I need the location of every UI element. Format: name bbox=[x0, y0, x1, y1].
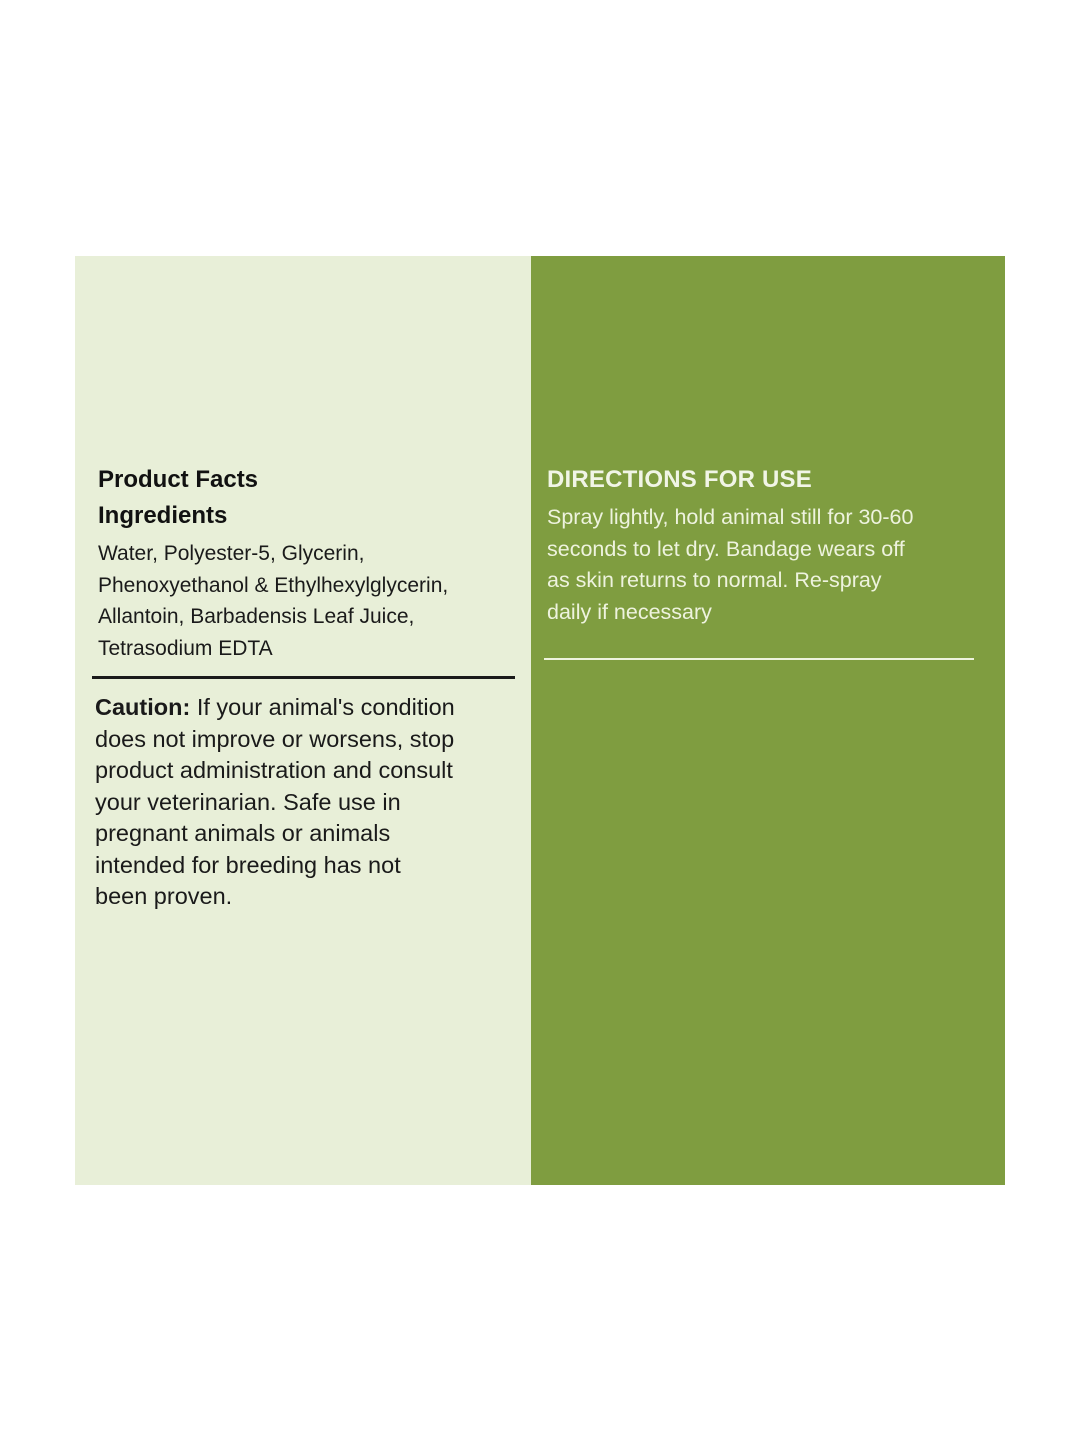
ingredients-line: Tetrasodium EDTA bbox=[98, 636, 273, 660]
directions-line: daily if necessary bbox=[547, 599, 712, 624]
product-facts-panel bbox=[75, 256, 531, 1185]
directions-line: seconds to let dry. Bandage wears off bbox=[547, 536, 905, 561]
ingredients-line: Water, Polyester-5, Glycerin, bbox=[98, 542, 365, 565]
directions-text bbox=[547, 502, 987, 628]
ingredients-heading: Ingredients bbox=[98, 502, 228, 529]
directions-line: Spray lightly, hold animal still for 30-60 bbox=[547, 505, 914, 529]
caution-line: intended for breeding has not bbox=[95, 851, 401, 878]
caution-line: your veterinarian. Safe use in bbox=[95, 788, 401, 815]
product-facts-heading: Product Facts bbox=[98, 466, 259, 493]
ingredients-line: Allantoin, Barbadensis Leaf Juice, bbox=[98, 605, 415, 628]
directions-line: as skin returns to normal. Re-spray bbox=[547, 568, 882, 592]
caution-line: product administration and consult bbox=[95, 757, 453, 783]
section-divider bbox=[92, 676, 515, 679]
directions-panel bbox=[531, 256, 1005, 1185]
ingredients-line: Phenoxyethanol & Ethylhexylglycerin, bbox=[98, 573, 449, 597]
caution-line: If your animal's condition bbox=[190, 694, 455, 720]
ingredients-list bbox=[98, 538, 518, 664]
directions-divider bbox=[544, 658, 974, 660]
caution-line: does not improve or worsens, stop bbox=[95, 725, 455, 752]
caution-label: Caution: bbox=[95, 694, 191, 720]
product-info-panels bbox=[75, 256, 1005, 1185]
caution-line: been proven. bbox=[95, 883, 233, 909]
caution-line: pregnant animals or animals bbox=[95, 820, 391, 846]
directions-heading: DIRECTIONS FOR USE bbox=[547, 466, 812, 493]
caution-note bbox=[95, 692, 515, 913]
